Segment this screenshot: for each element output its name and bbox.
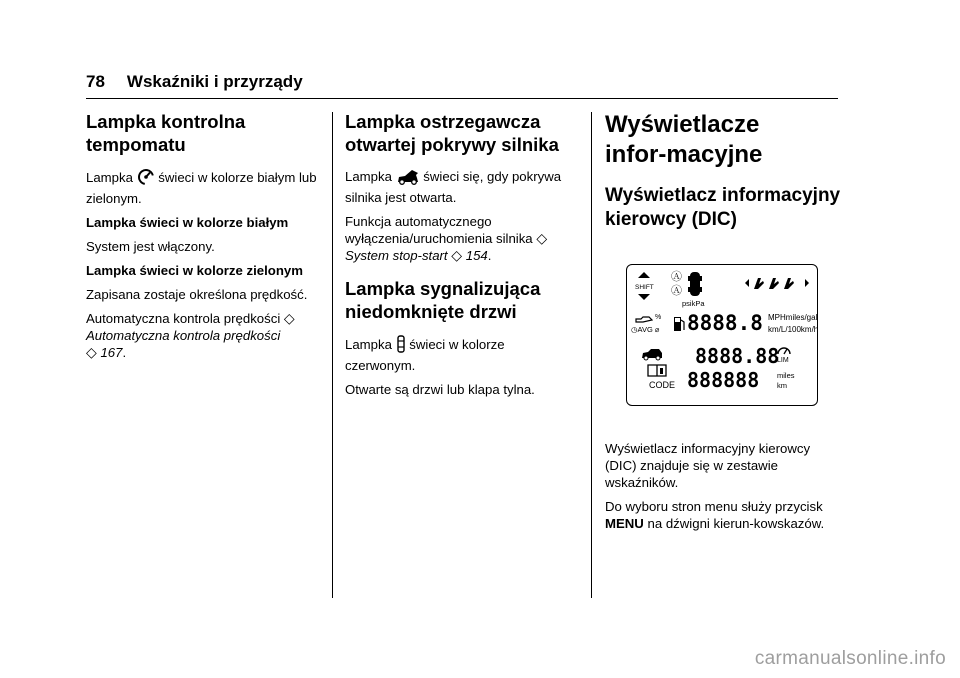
column-info-displays (605, 110, 841, 539)
subheading-white: Lampka świeci w kolorze białym (86, 215, 289, 230)
paragraph-door-lamp (345, 335, 577, 374)
cruise-control-icon (137, 168, 155, 190)
section-heading-doors: Lampka sygnalizująca niedomknięte drzwi (345, 278, 541, 322)
column-hood-doors (345, 110, 577, 405)
miles-label: miles (777, 371, 795, 380)
column-divider-1 (332, 112, 333, 598)
mph-label: MPHmiles/gal (768, 313, 818, 322)
paragraph-hood-lamp (345, 168, 577, 206)
paragraph-stop-start: Funkcja automatycznego wyłączenia/uruchomienia silnika ◇ System stop-start ◇ 154. (345, 214, 548, 263)
shift-arrow-down-icon (634, 292, 654, 304)
chapter-title: Wskaźniki i przyrządy (126, 72, 303, 91)
paragraph-doors-open: Otwarte są drzwi lub klapa tylna. (345, 382, 535, 397)
auto-stop-off-icon: Ⓐ (671, 285, 682, 297)
text-lamp-word: Lampka (345, 169, 392, 184)
hood-open-icon (396, 169, 420, 189)
column-divider-2 (591, 112, 592, 598)
speed-limiter-icon (777, 345, 791, 357)
section-heading-cruise: Lampka kontrolna tempomatu (86, 111, 246, 155)
header-rule (86, 98, 838, 99)
km-label: km/L/100km/h (768, 325, 819, 334)
info-book-icon (647, 363, 667, 379)
watermark-text: carmanualsonline.info (754, 648, 946, 669)
paragraph-system-on: System jest włączony. (86, 239, 215, 254)
km-unit-label: km (777, 381, 787, 390)
column-cruise-control (86, 110, 322, 368)
text-lamp-word: Lampka (345, 337, 392, 352)
link-stop-start[interactable]: System stop-start (345, 248, 448, 263)
link-auto-speed-control[interactable]: Automatyczna kontrola prędkości (86, 328, 281, 343)
segment-display-row1: 8888.8 (687, 311, 763, 335)
link-page-167[interactable]: 167 (100, 345, 123, 360)
cross-reference-icon: ◇ (283, 310, 295, 326)
cross-reference-icon: ◇ (451, 247, 463, 263)
subheading-green: Lampka świeci w kolorze zielonym (86, 263, 303, 278)
text-hood-desc: świeci się, gdy pokrywa silnika jest otwarta. (345, 169, 562, 205)
menu-button-label: MENU (605, 516, 644, 531)
segment-display-row2: 8888.88 (695, 344, 780, 368)
section-heading-hood: Lampka ostrzegawcza otwartej pokrywy silnika (345, 111, 559, 155)
paragraph-speed-saved: Zapisana zostaje określona prędkość. (86, 287, 308, 302)
auto-stop-icon: Ⓐ (671, 271, 682, 283)
section-heading-displays: Wyświetlacze infor-macyjne (605, 111, 763, 168)
avg-label: ◷AVG ⌀ (631, 325, 660, 334)
text-auto-speed: Automatyczna kontrola prędkości (86, 311, 281, 326)
section-heading-dic: Wyświetlacz informacyjny kierowcy (DIC) (605, 185, 841, 230)
dic-display-illustration (626, 264, 818, 406)
lim-label: LIM (777, 357, 789, 364)
cross-reference-icon: ◇ (86, 344, 97, 360)
text-cruise-desc: świeci w kolorze białym lub zielonym. (86, 170, 317, 206)
text-lamp-word: Lampka (86, 170, 133, 185)
segment-display-row3: 888888 (687, 368, 760, 392)
paragraph-menu-button: Do wyboru stron menu służy przycisk MENU na dźwigni kierun-kowskazów. (605, 499, 825, 531)
tire-pressure-icon (687, 271, 703, 299)
paragraph-dic-location: Wyświetlacz informacyjny kierowcy (DIC) znajduje się w zestawie wskaźników. (605, 441, 811, 490)
text-door-desc: świeci w kolorze czerwonym. (345, 337, 505, 373)
passenger-airbag-icons (744, 275, 810, 293)
pressure-units-label: psikPa (682, 299, 705, 308)
paragraph-auto-speed: Automatyczna kontrola prędkości ◇ Automatyczna kontrola prędkości ◇ 167. (86, 310, 295, 360)
page-header (86, 72, 303, 92)
page-number: 78 (86, 72, 105, 91)
link-page-154[interactable]: 154 (465, 248, 488, 263)
fuel-icon (673, 315, 685, 335)
door-open-icon (396, 335, 406, 357)
cross-reference-icon: ◇ (536, 230, 548, 246)
paragraph-cruise-lamp (86, 168, 322, 207)
vehicle-icon (641, 348, 663, 363)
percent-label: % (655, 314, 662, 321)
code-label: CODE (649, 380, 676, 390)
shift-label: SHIFT (635, 284, 654, 291)
